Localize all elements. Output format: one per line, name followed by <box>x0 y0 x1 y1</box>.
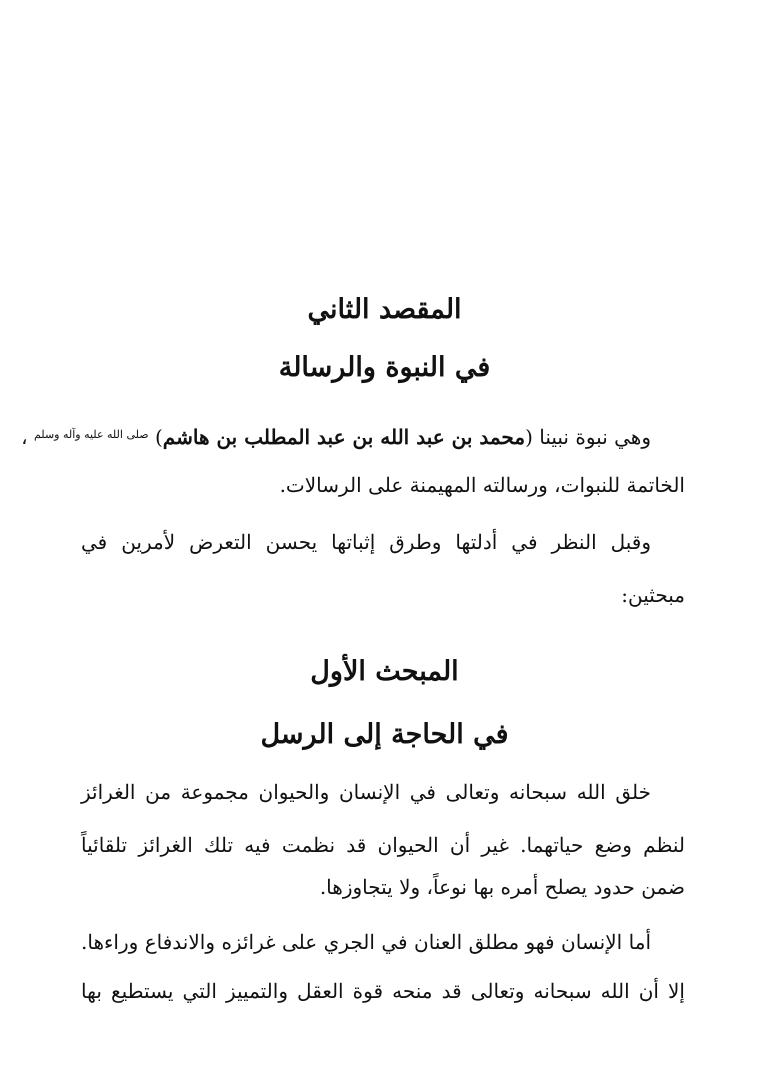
intro-paragraph-1-line-2: الخاتمة للنبوات، ورسالته المهيمنة على الرسالات. <box>279 473 685 497</box>
section-title: المقصد الثاني <box>307 294 462 325</box>
intro-paragraph-2-line-2: مبحثين: <box>621 583 685 607</box>
body-paragraph-1-line-3: ضمن حدود يصلح أمره بها نوعاً، ولا يتجاوزها. <box>319 875 685 899</box>
chapter-title: المبحث الأول <box>310 656 459 687</box>
body-paragraph-1-line-1: خلق الله سبحانه وتعالى في الإنسان والحيوان مجموعة من الغرائز <box>81 780 651 804</box>
salawat-honorific: صلى الله عليه وآله وسلم <box>33 428 149 441</box>
intro-closing-paren: ) <box>154 425 163 449</box>
body-paragraph-2-line-1: أما الإنسان فهو مطلق العنان في الجري على غرائزه والاندفاع وراءها. <box>81 930 651 954</box>
prophet-name: محمد بن عبد الله بن عبد المطلب بن هاشم <box>162 425 526 449</box>
chapter-subtitle: في الحاجة إلى الرسل <box>260 719 509 750</box>
intro-text-before-name: وهي نبوة نبينا ( <box>525 425 651 449</box>
intro-paragraph-1-line-1 <box>21 415 685 457</box>
section-subtitle: في النبوة والرسالة <box>278 352 491 383</box>
body-paragraph-2-line-2: إلا أن الله سبحانه وتعالى قد منحه قوة العقل والتمييز التي يستطيع بها <box>81 979 685 1003</box>
intro-text-after-name: ، <box>21 425 34 449</box>
body-paragraph-1-line-2: لنظم وضع حياتهما. غير أن الحيوان قد نظمت فيه تلك الغرائز تلقائياً <box>81 833 685 857</box>
intro-paragraph-2-line-1: وقبل النظر في أدلتها وطرق إثباتها يحسن التعرض لأمرين في <box>81 530 651 554</box>
